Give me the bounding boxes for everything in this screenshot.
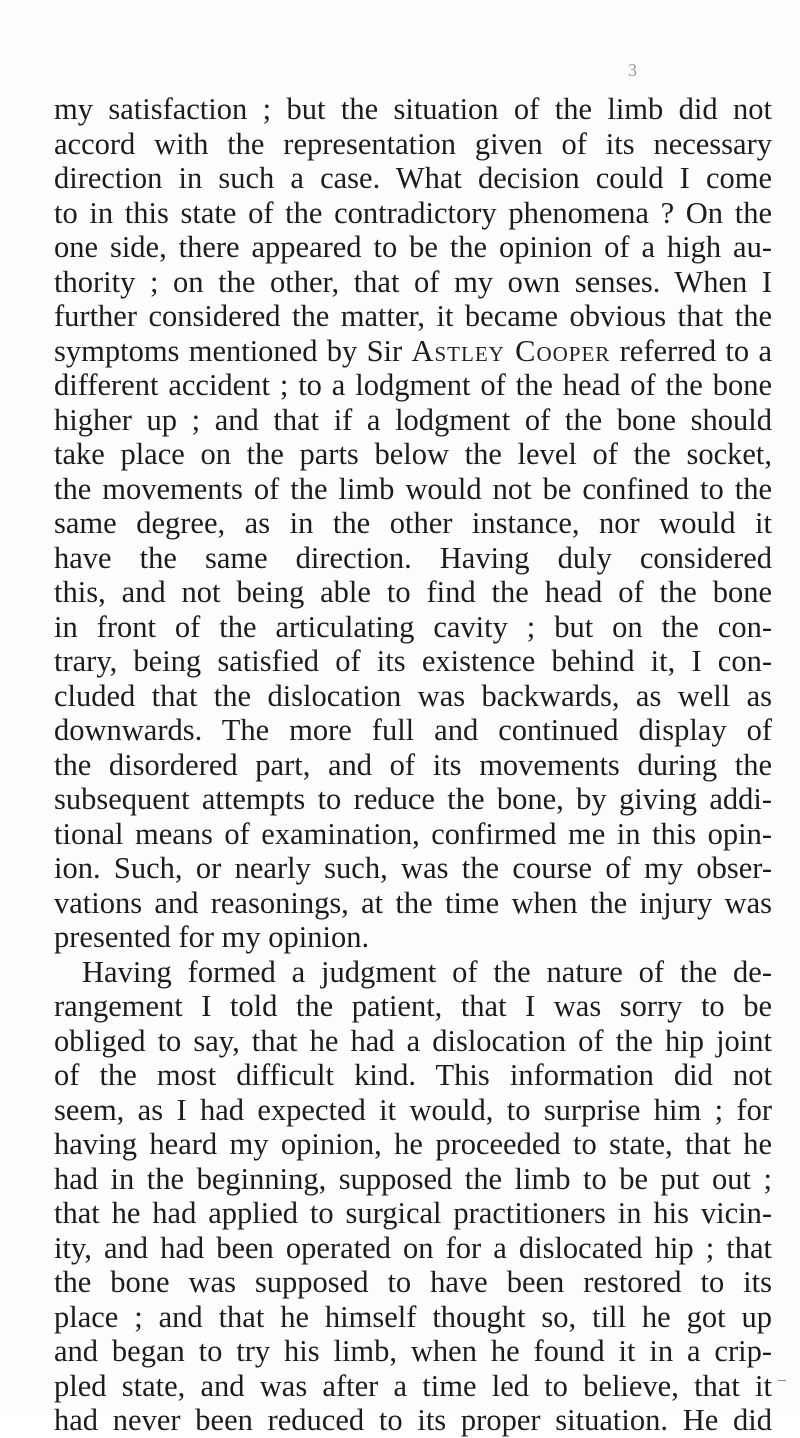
text-line: downwards. The more full and continued display of: [54, 713, 772, 747]
paragraph-start-line: Having formed a judgment of the nature of the de-: [82, 954, 772, 989]
text-line: obliged to say, that he had a dislocation of the hip joint: [54, 1023, 772, 1058]
text-line: vations and reasonings, at the time when the injury was: [54, 885, 772, 920]
text-line: pled state, and was after a time led to believe, that it: [54, 1368, 772, 1403]
text-line: take place on the parts below the level of the socket,: [54, 437, 772, 471]
text-line: the movements of the limb would not be confined to the: [54, 471, 772, 506]
text-line: same degree, as in the other instance, nor would it: [54, 506, 772, 540]
text-line: place ; and that he himself thought so, till he got up: [54, 1299, 772, 1334]
page-number: 3: [628, 60, 637, 80]
text-line: cluded that the dislocation was backwards, as well as: [54, 678, 772, 713]
text-line: of the most difficult kind. This information did not: [54, 1058, 772, 1092]
text-line: higher up ; and that if a lodgment of the bone should: [54, 402, 772, 437]
text-line: subsequent attempts to reduce the bone, by giving addi-: [54, 782, 772, 816]
text-line: have the same direction. Having duly considered: [54, 540, 772, 575]
text-line: thority ; on the other, that of my own senses. When I: [54, 264, 772, 299]
text-line: different accident ; to a lodgment of the head of the bone: [54, 368, 772, 402]
text-line: ion. Such, or nearly such, was the course of my obser-: [54, 851, 772, 885]
body-text: [54, 92, 772, 1438]
text-line: had in the beginning, supposed the limb to be put out ;: [54, 1161, 772, 1196]
text-line: seem, as I had expected it would, to surprise him ; for: [54, 1092, 772, 1127]
text-fragment: symptoms mentioned by Sir: [54, 333, 412, 368]
author-name: Astley Cooper: [411, 333, 611, 368]
text-line: having heard my opinion, he proceeded to state, that he: [54, 1127, 772, 1161]
text-line: this, and not being able to find the head of the bone: [54, 575, 772, 609]
text-line: in front of the articulating cavity ; but on the con-: [54, 609, 772, 644]
text-line-with-name: [54, 334, 772, 369]
paragraph-end-line: presented for my opinion.: [54, 920, 370, 954]
text-line: accord with the representation given of its necessary: [54, 126, 772, 161]
text-line: had never been reduced to its proper situation. He did: [54, 1403, 772, 1437]
text-line: that he had applied to surgical practitioners in his vicin-: [54, 1196, 772, 1230]
text-line: the disordered part, and of its movements during the: [54, 747, 772, 782]
text-line: the bone was supposed to have been restored to its: [54, 1265, 772, 1299]
text-line: one side, there appeared to be the opinion of a high au-: [54, 230, 772, 264]
text-line: direction in such a case. What decision could I come: [54, 161, 772, 195]
text-fragment: referred to a: [610, 333, 772, 368]
text-line: my satisfaction ; but the situation of the limb did not: [54, 92, 772, 126]
text-line: tional means of examination, confirmed me in this opin-: [54, 816, 772, 851]
text-line: trary, being satisfied of its existence behind it, I con-: [54, 644, 772, 678]
text-line: further considered the matter, it became obvious that the: [54, 299, 772, 333]
page-edge-mark: [778, 1380, 786, 1381]
text-line: ity, and had been operated on for a dislocated hip ; that: [54, 1230, 772, 1265]
text-line: and began to try his limb, when he found it in a crip-: [54, 1334, 772, 1368]
text-line: to in this state of the contradictory phenomena ? On the: [54, 195, 772, 230]
text-line: rangement I told the patient, that I was sorry to be: [54, 989, 772, 1023]
